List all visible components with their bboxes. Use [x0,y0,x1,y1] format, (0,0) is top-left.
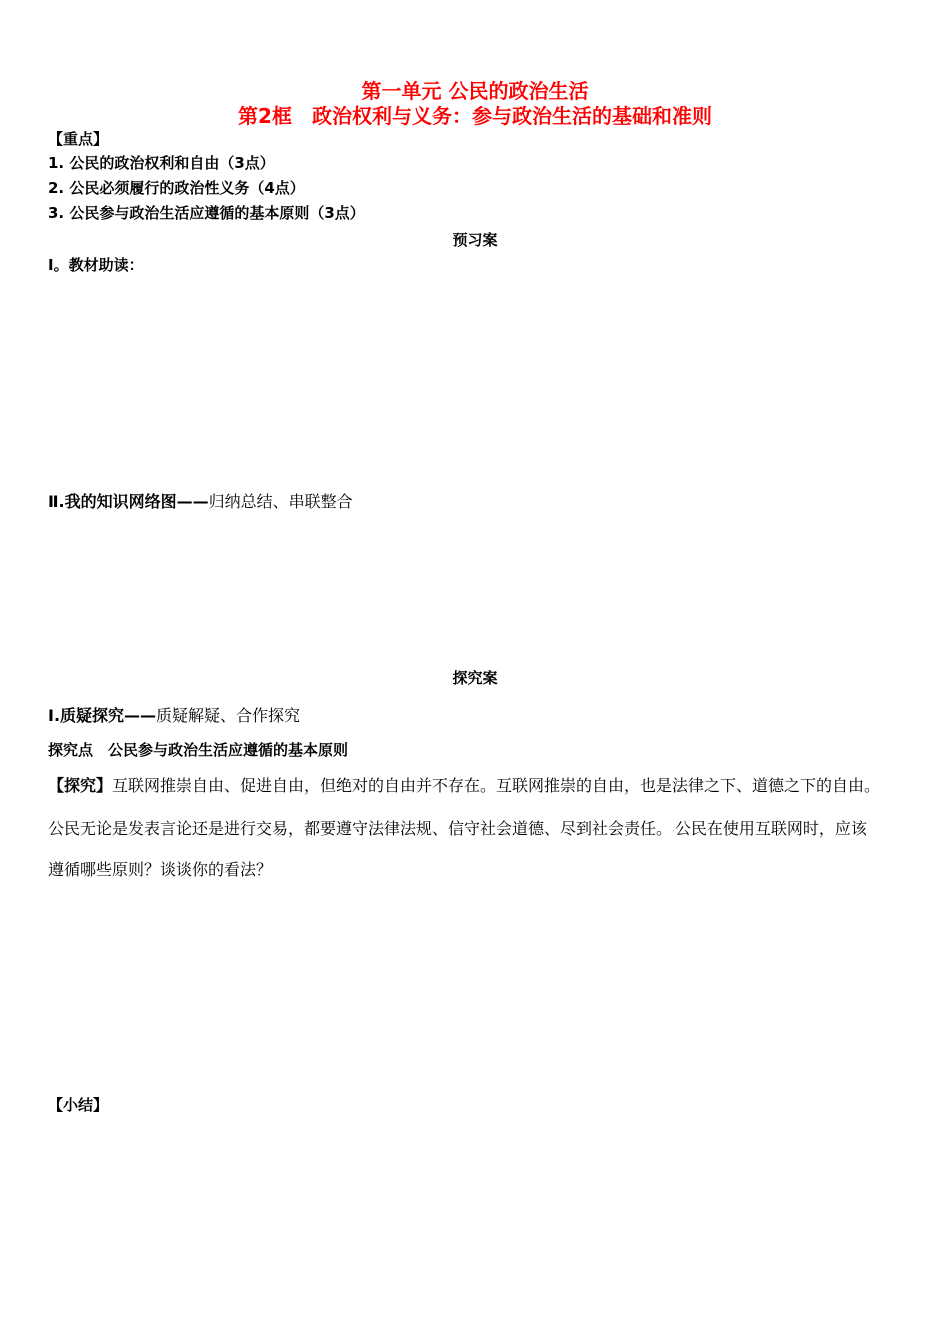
summary-heading: 【小结】 [48,1096,109,1114]
inquiry-point-title: 探究点 公民参与政治生活应遵循的基本原则 [48,741,349,759]
probe-line-3: 遵循哪些原则？谈谈你的看法？ [48,860,273,879]
probe-text-1: 互联网推崇自由、促进自由，但绝对的自由并不存在。互联网推崇的自由，也是法律之下、道德之下的自由。 [112,776,881,795]
probe-text-2-end: 公民在使用互联网时，应该 [674,819,867,838]
question-inquiry-label [48,703,300,726]
question-inquiry-rest: 质疑解疑、合作探究 [156,706,301,725]
probe-line-2 [48,816,867,839]
probe-line-1 [48,773,880,796]
probe-dot: . [672,824,675,835]
knowledge-network-bold: Ⅱ.我的知识网络图—— [48,492,209,511]
question-inquiry-bold: Ⅰ.质疑探究—— [48,706,157,725]
lesson-title: 第2框 政治权利与义务：参与政治生活的基础和准则 [238,104,712,128]
probe-label: 【探究】 [48,776,113,795]
probe-text-2: 公民无论是发表言论还是进行交易，都要遵守法律法规、信守社会道德、尽到社会责任。 [48,819,673,838]
textbook-guide-label: Ⅰ。教材助读： [48,256,144,274]
preview-heading: 预习案 [452,231,498,249]
key-point-item: 3. 公民参与政治生活应遵循的基本原则（3点） [48,204,365,222]
key-point-item: 1. 公民的政治权利和自由（3点） [48,154,275,172]
knowledge-network-label [48,489,353,512]
inquiry-heading: 探究案 [452,669,498,687]
knowledge-network-rest: 归纳总结、串联整合 [208,492,353,511]
unit-title: 第一单元 公民的政治生活 [361,79,589,103]
key-points-heading: 【重点】 [48,130,109,148]
key-point-item: 2. 公民必须履行的政治性义务（4点） [48,179,305,197]
